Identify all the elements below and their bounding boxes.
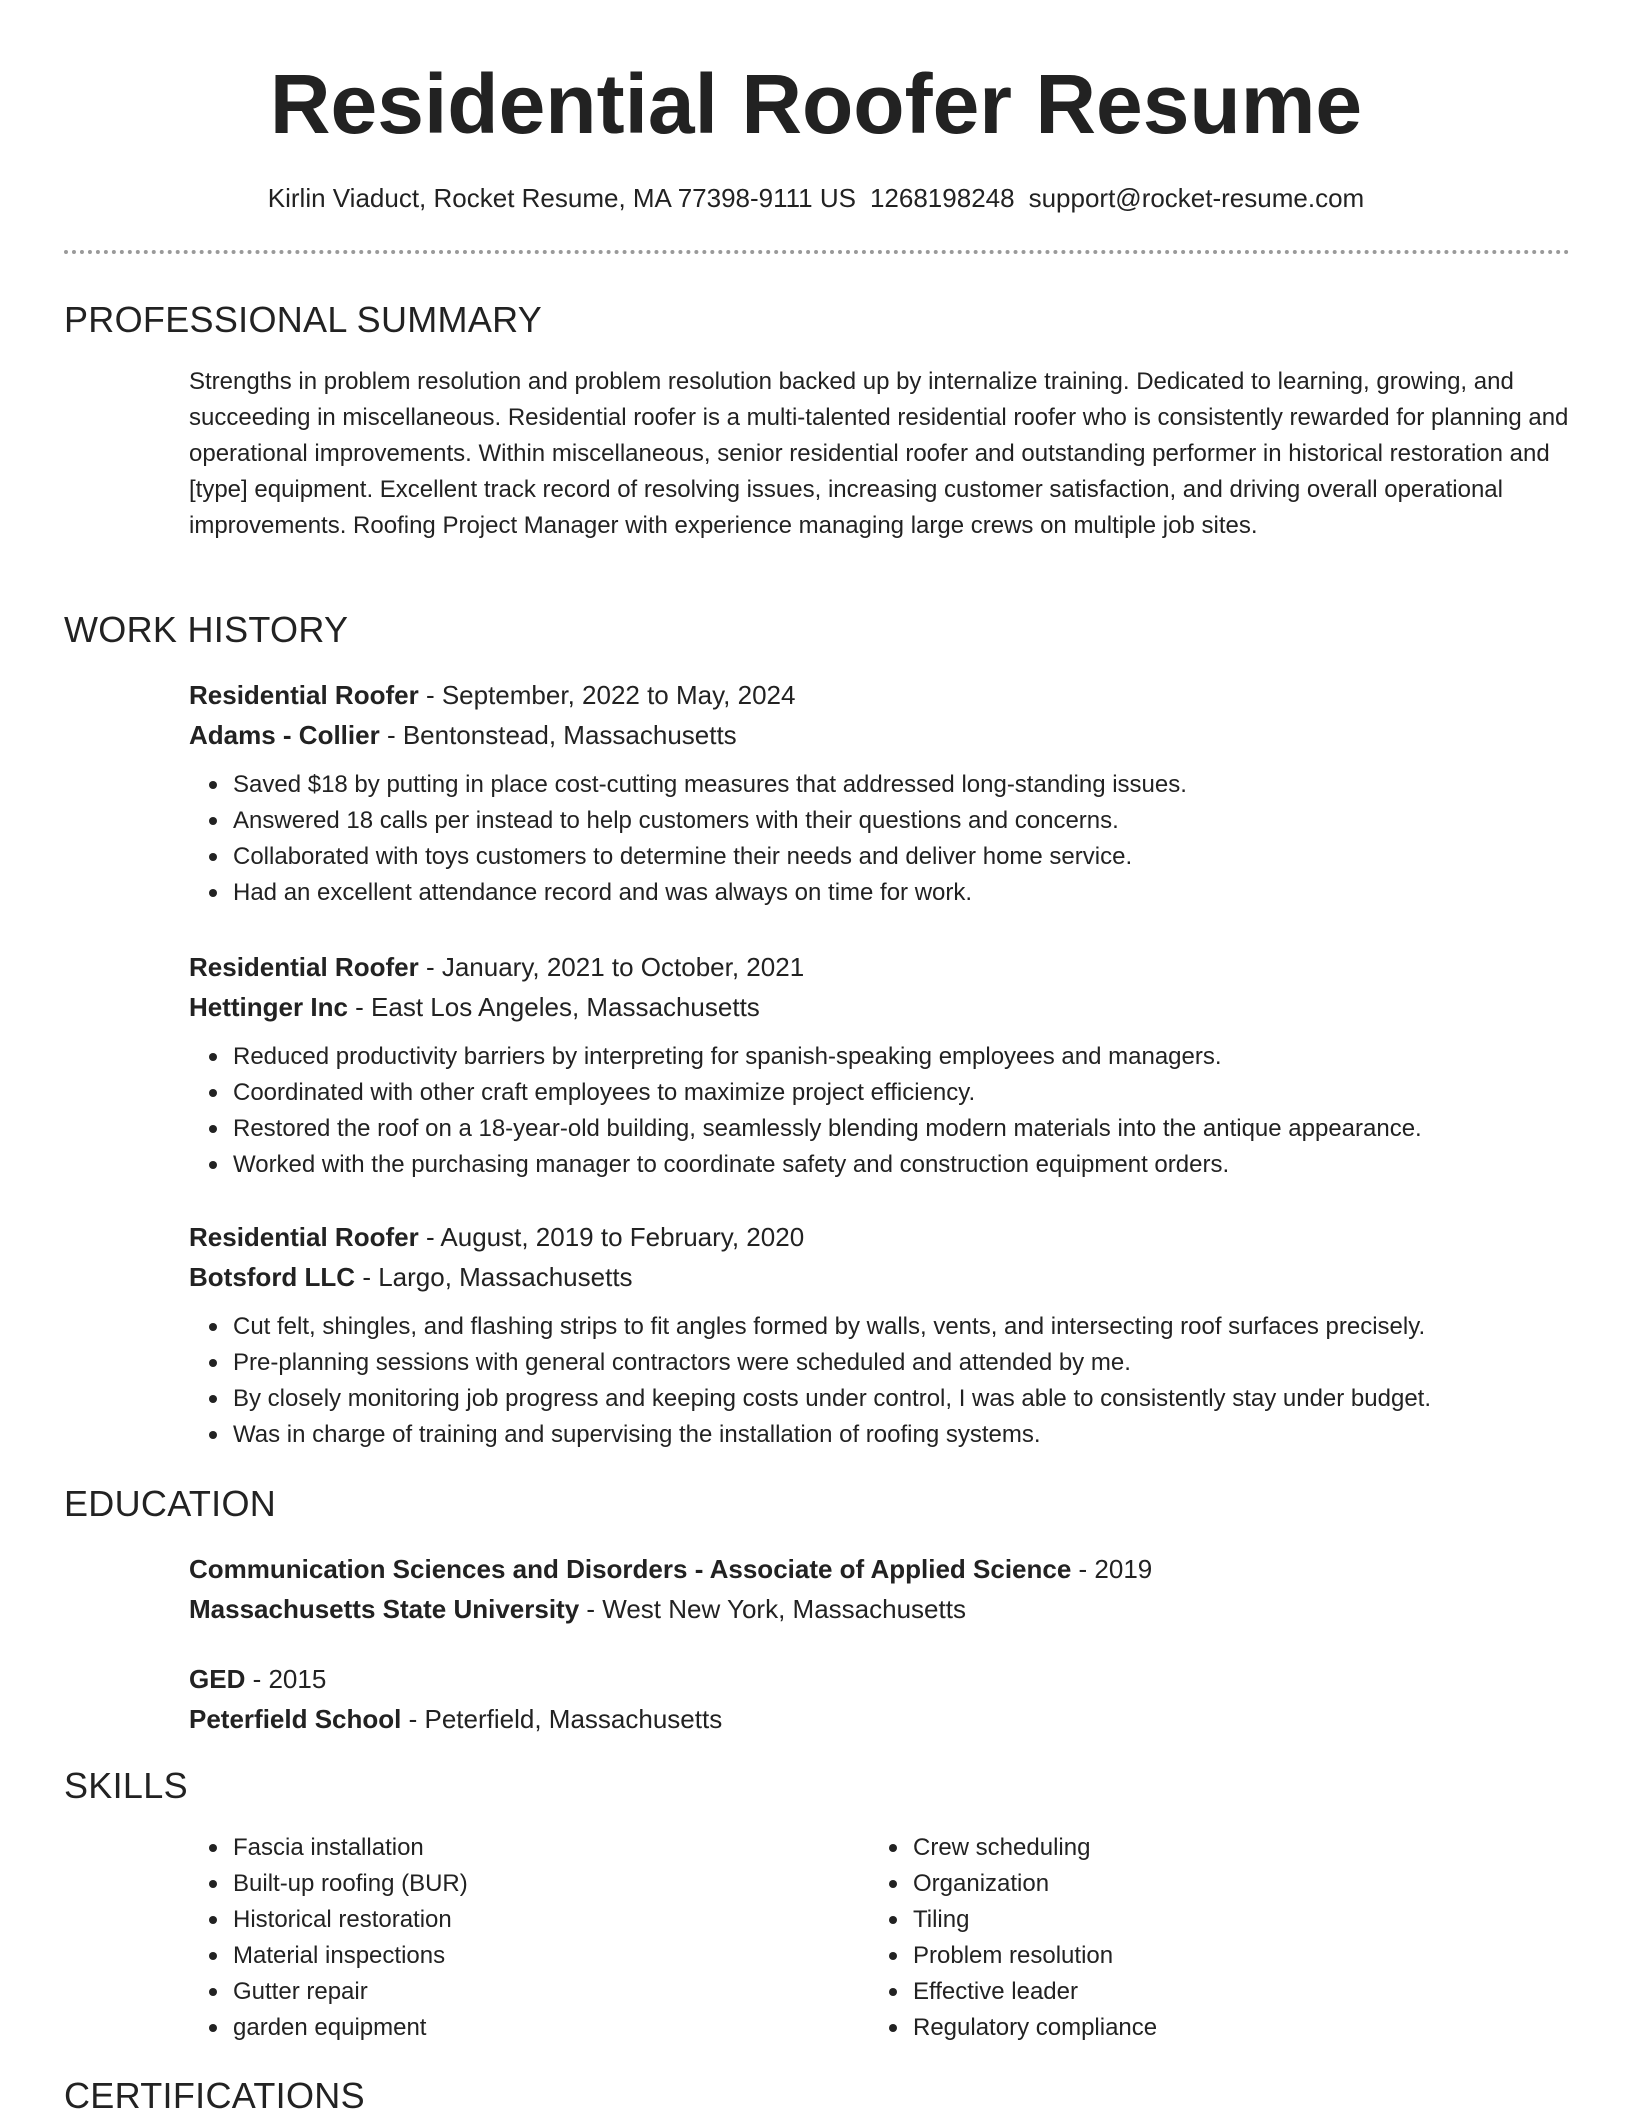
list-item: Pre-planning sessions with general contractors were scheduled and attended by me. — [233, 1345, 1569, 1381]
list-item: By closely monitoring job progress and keeping costs under control, I was able to consistently stay under budget. — [233, 1381, 1569, 1417]
list-item: Historical restoration — [233, 1902, 468, 1938]
job-title: Residential Roofer — [189, 952, 419, 982]
contact-line — [0, 180, 1632, 216]
job-dates: - September, 2022 to May, 2024 — [418, 680, 796, 710]
job-entry — [189, 1217, 1569, 1453]
list-item: Had an excellent attendance record and was always on time for work. — [233, 875, 1569, 911]
list-item: Built-up roofing (BUR) — [233, 1866, 468, 1902]
contact-address: Kirlin Viaduct, Rocket Resume, MA 77398-9111 US — [267, 183, 856, 213]
education-school: Massachusetts State University — [189, 1594, 580, 1624]
job-bullets — [189, 767, 1569, 911]
list-item: Organization — [913, 1866, 1157, 1902]
job-location: - Bentonstead, Massachusetts — [379, 720, 737, 750]
education-school-line — [189, 1589, 1569, 1629]
skills-column-left — [189, 1830, 468, 2046]
job-company: Hettinger Inc — [189, 992, 348, 1022]
job-title-line — [189, 947, 1569, 987]
contact-email: support@rocket-resume.com — [1028, 183, 1365, 213]
education-entry — [189, 1549, 1569, 1629]
list-item: Fascia installation — [233, 1830, 468, 1866]
section-title-certifications: CERTIFICATIONS — [64, 2075, 365, 2116]
job-company-line — [189, 987, 1569, 1027]
education-degree-line — [189, 1659, 1569, 1699]
list-item: Collaborated with toys customers to determine their needs and deliver home service. — [233, 839, 1569, 875]
list-item: Regulatory compliance — [913, 2010, 1157, 2046]
job-company: Botsford LLC — [189, 1262, 356, 1292]
section-title-work-history: WORK HISTORY — [64, 609, 349, 650]
list-item: Crew scheduling — [913, 1830, 1157, 1866]
list-item: Saved $18 by putting in place cost-cutting measures that addressed long-standing issues. — [233, 767, 1569, 803]
section-title-skills: SKILLS — [64, 1765, 188, 1806]
list-item: Gutter repair — [233, 1974, 468, 2010]
education-entry — [189, 1659, 1569, 1739]
list-item: garden equipment — [233, 2010, 468, 2046]
job-location: - East Los Angeles, Massachusetts — [347, 992, 760, 1022]
list-item: Material inspections — [233, 1938, 468, 1974]
job-location: - Largo, Massachusetts — [355, 1262, 633, 1292]
education-degree: Communication Sciences and Disorders - Associate of Applied Science — [189, 1554, 1072, 1584]
page-title: Residential Roofer Resume — [269, 57, 1363, 151]
contact-phone: 1268198248 — [869, 183, 1015, 213]
job-dates: - January, 2021 to October, 2021 — [418, 952, 805, 982]
list-item: Worked with the purchasing manager to coordinate safety and construction equipment orders. — [233, 1147, 1569, 1183]
job-entry — [189, 947, 1569, 1183]
list-item: Restored the roof on a 18-year-old building, seamlessly blending modern materials into the antique appearance. — [233, 1111, 1569, 1147]
education-degree-line — [189, 1549, 1569, 1589]
list-item: Answered 18 calls per instead to help customers with their questions and concerns. — [233, 803, 1569, 839]
list-item: Cut felt, shingles, and flashing strips to fit angles formed by walls, vents, and intersecting roof surfaces precisely. — [233, 1309, 1569, 1345]
job-company-line — [189, 715, 1569, 755]
job-bullets — [189, 1039, 1569, 1183]
job-dates: - August, 2019 to February, 2020 — [418, 1222, 805, 1252]
job-entry — [189, 675, 1569, 911]
education-year: - 2019 — [1071, 1554, 1153, 1584]
job-title: Residential Roofer — [189, 1222, 419, 1252]
education-school-line — [189, 1699, 1569, 1739]
skills-column-right — [869, 1830, 1157, 2046]
education-year: - 2015 — [245, 1664, 327, 1694]
list-item: Reduced productivity barriers by interpreting for spanish-speaking employees and managers. — [233, 1039, 1569, 1075]
education-degree: GED — [189, 1664, 246, 1694]
section-title-summary: PROFESSIONAL SUMMARY — [64, 299, 543, 340]
list-item: Problem resolution — [913, 1938, 1157, 1974]
section-title-education: EDUCATION — [64, 1483, 277, 1524]
list-item: Was in charge of training and supervising the installation of roofing systems. — [233, 1417, 1569, 1453]
list-item: Tiling — [913, 1902, 1157, 1938]
education-location: - West New York, Massachusetts — [579, 1594, 966, 1624]
header-divider — [64, 250, 1570, 254]
job-bullets — [189, 1309, 1569, 1453]
education-location: - Peterfield, Massachusetts — [401, 1704, 723, 1734]
list-item: Effective leader — [913, 1974, 1157, 2010]
job-company-line — [189, 1257, 1569, 1297]
list-item: Coordinated with other craft employees to maximize project efficiency. — [233, 1075, 1569, 1111]
job-company: Adams - Collier — [189, 720, 380, 750]
summary-text: Strengths in problem resolution and problem resolution backed up by internalize training. Dedicated to learning, growing, and succeeding in miscellaneous. Residential roofer is a multi-talented residential roofer who is consistently rewarded for planning and operational improvements. Within miscellaneous, senior residential roofer and outstanding performer in historical restoration and [type] equipment. Excellent track record of resolving issues, increasing customer satisfaction, and driving overall operational improvements. Roofing Project Manager with experience managing large crews on multiple job sites. — [189, 368, 1569, 539]
job-title: Residential Roofer — [189, 680, 419, 710]
job-title-line — [189, 1217, 1569, 1257]
education-school: Peterfield School — [189, 1704, 402, 1734]
job-title-line — [189, 675, 1569, 715]
